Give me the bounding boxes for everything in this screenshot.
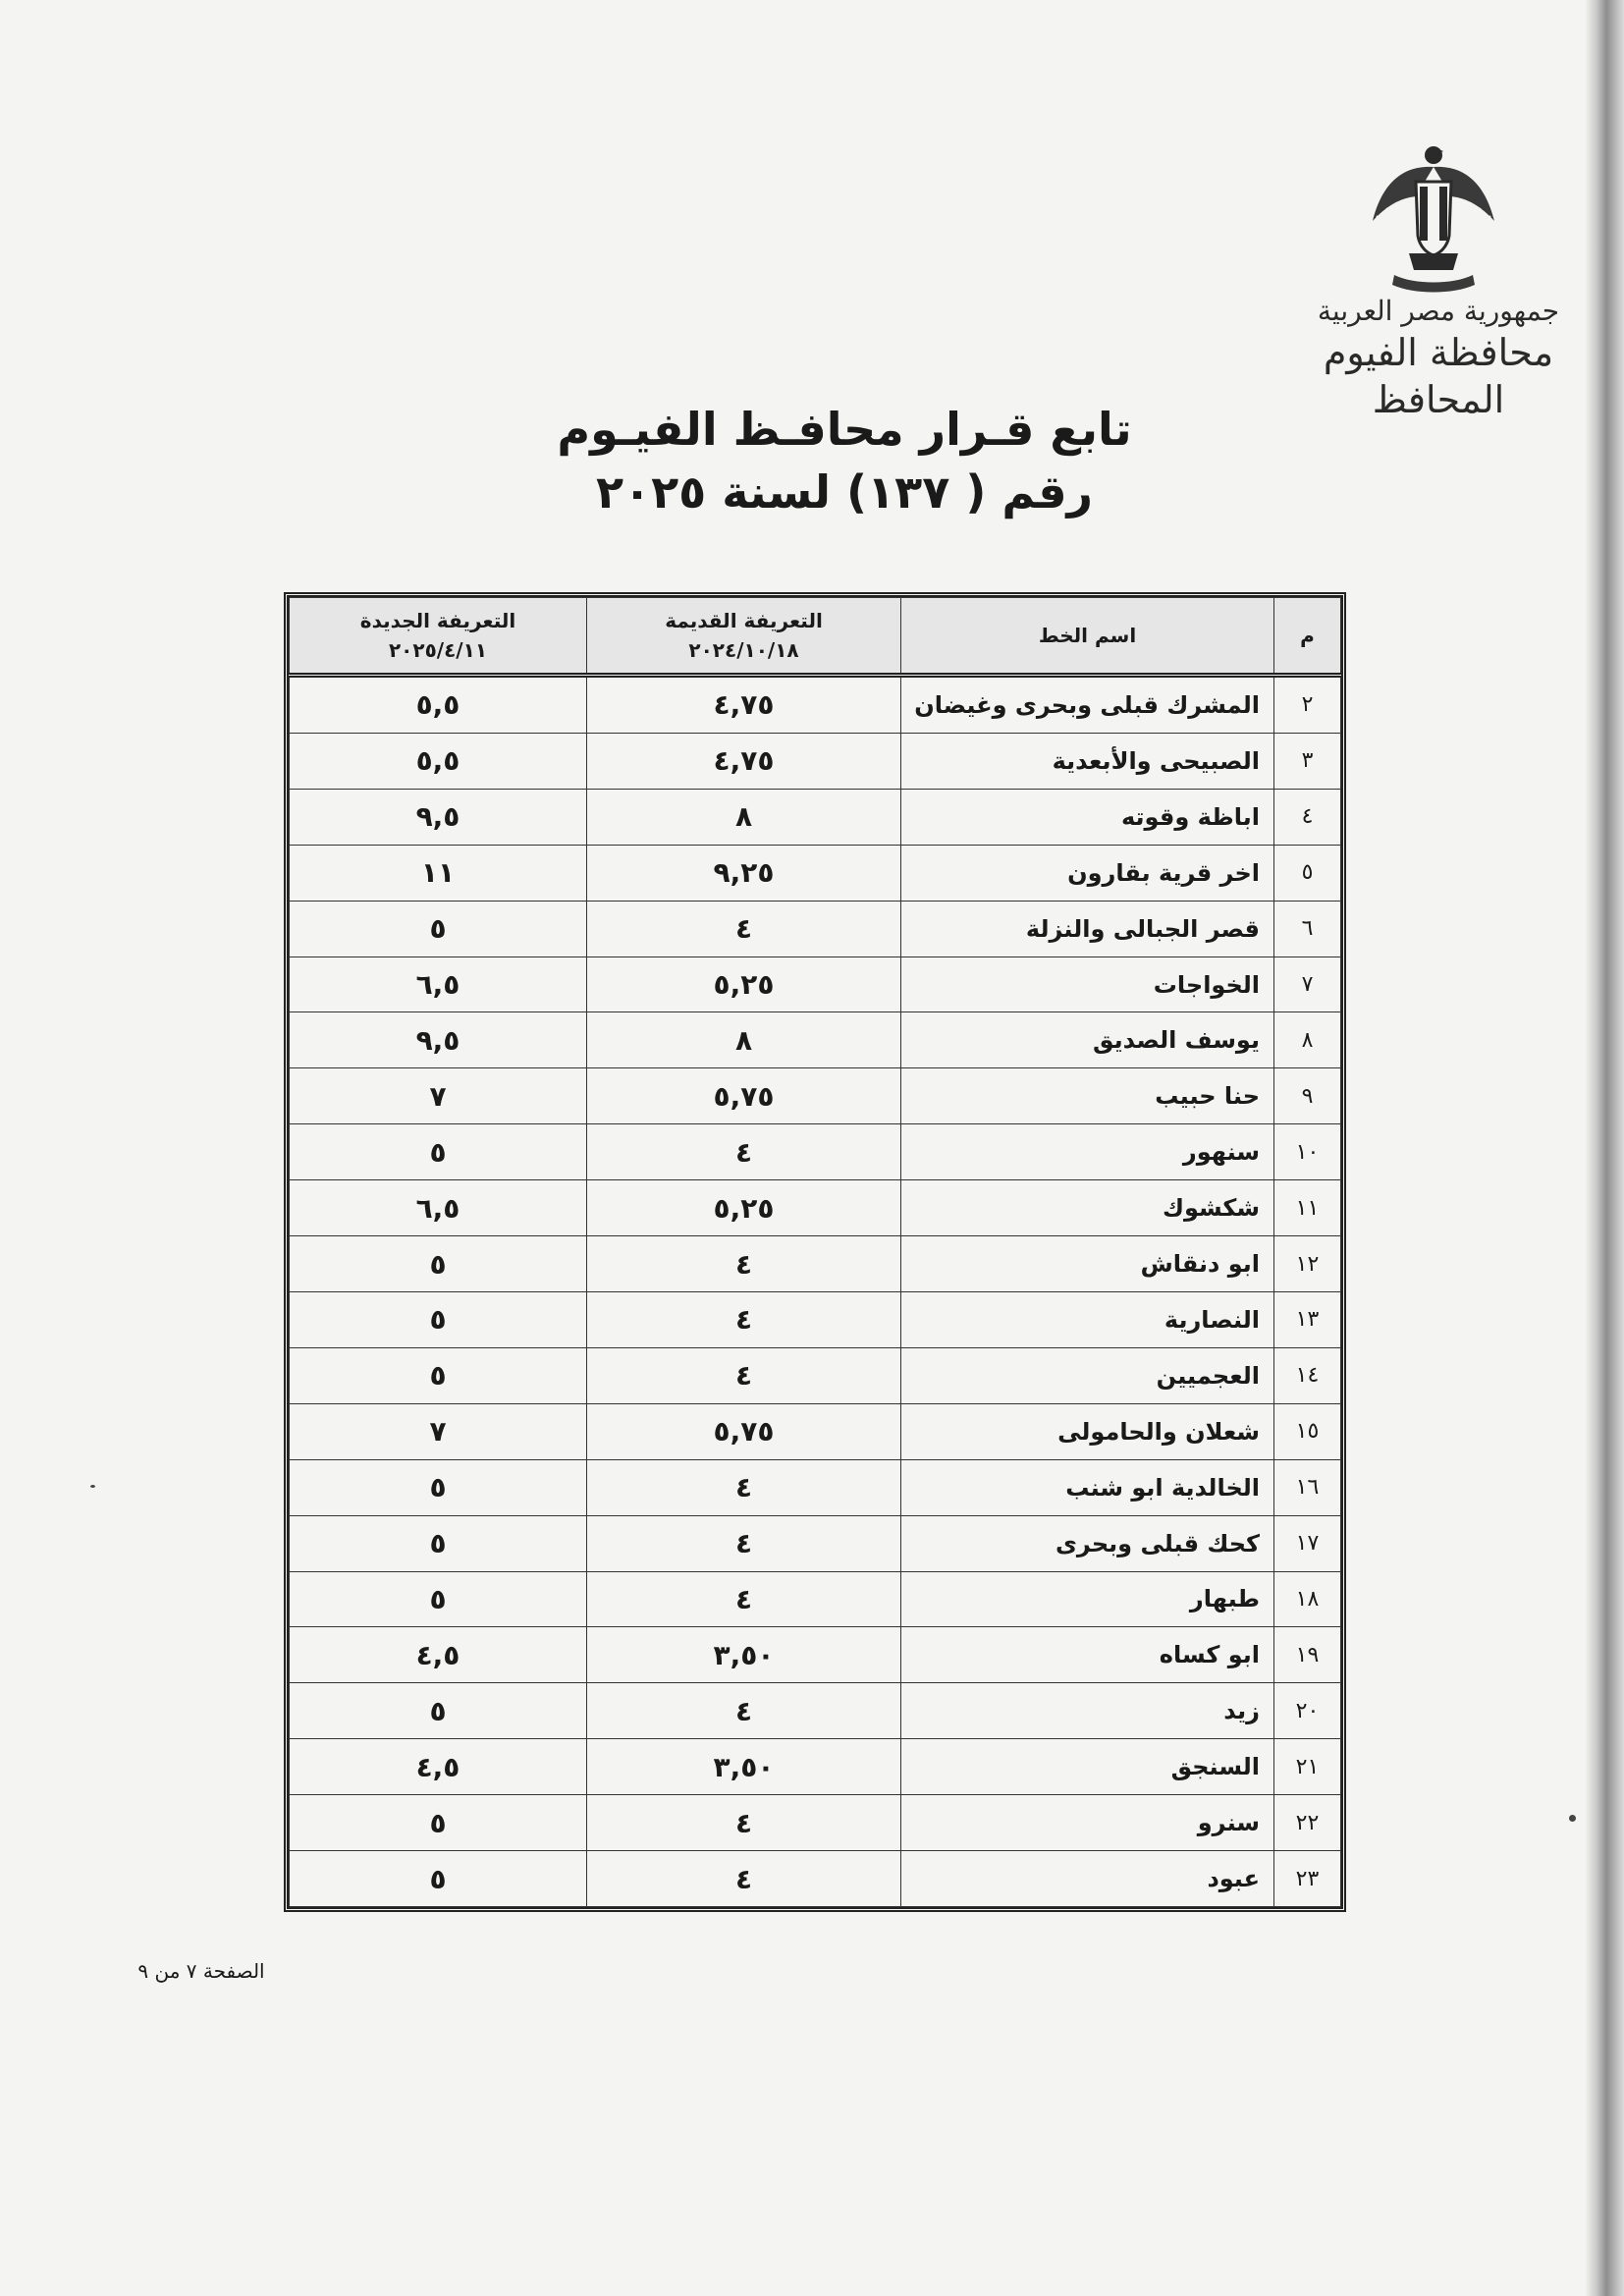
row-new-fare: ٥ [290,1347,587,1403]
row-old-fare: ٤ [587,1124,901,1180]
row-new-fare: ٥ [290,901,587,957]
row-old-fare: ٥,٢٥ [587,1180,901,1236]
row-old-fare: ٤ [587,1459,901,1515]
row-line-name: سنهور [901,1124,1274,1180]
table-row [290,901,1341,957]
row-number: ١٠ [1274,1124,1341,1180]
table-row [290,1739,1341,1795]
table-row [290,1292,1341,1348]
row-line-name: الخواجات [901,957,1274,1012]
row-new-fare: ٧ [290,1403,587,1459]
header-new-fare-label: التعريفة الجديدة [359,609,516,632]
row-old-fare: ٤ [587,1347,901,1403]
row-number: ١٣ [1274,1292,1341,1348]
row-old-fare: ٨ [587,1012,901,1068]
table-row [290,1851,1341,1907]
gov-line-governorate: محافظة الفيوم [1323,331,1554,374]
eagle-emblem-icon [1365,137,1502,300]
header-new-fare-date: ٢٠٢٥/٤/١١ [388,638,488,662]
row-old-fare: ٤ [587,1236,901,1292]
gov-line-governor: المحافظ [1372,378,1505,421]
row-number: ١٨ [1274,1571,1341,1627]
row-new-fare: ٥ [290,1683,587,1739]
row-line-name: قصر الجبالى والنزلة [901,901,1274,957]
row-new-fare: ٦,٥ [290,1180,587,1236]
row-number: ١٥ [1274,1403,1341,1459]
row-number: ٢ [1274,676,1341,734]
row-new-fare: ٥ [290,1571,587,1627]
fare-table [289,597,1341,1907]
row-number: ٢١ [1274,1739,1341,1795]
row-old-fare: ٤ [587,1515,901,1571]
decree-title [471,398,1218,523]
row-line-name: طبهار [901,1571,1274,1627]
row-number: ١١ [1274,1180,1341,1236]
row-new-fare: ٥,٥ [290,676,587,734]
row-new-fare: ٤,٥ [290,1739,587,1795]
row-new-fare: ٥ [290,1851,587,1907]
row-number: ١٤ [1274,1347,1341,1403]
row-line-name: ابو كساه [901,1627,1274,1683]
row-old-fare: ٤ [587,1851,901,1907]
scan-speck [1569,1815,1576,1822]
row-old-fare: ٣,٥٠ [587,1627,901,1683]
row-new-fare: ٦,٥ [290,957,587,1012]
row-new-fare: ٩,٥ [290,789,587,845]
row-number: ٦ [1274,901,1341,957]
header-old-fare-date: ٢٠٢٤/١٠/١٨ [688,638,799,662]
table-row [290,1124,1341,1180]
row-number: ٢٢ [1274,1795,1341,1851]
row-number: ٢٠ [1274,1683,1341,1739]
row-new-fare: ٥ [290,1515,587,1571]
header-old-fare [587,598,901,676]
table-row [290,1627,1341,1683]
row-new-fare: ٥ [290,1124,587,1180]
row-new-fare: ٥ [290,1236,587,1292]
row-number: ٨ [1274,1012,1341,1068]
table-row [290,1683,1341,1739]
table-row [290,1403,1341,1459]
row-line-name: عبود [901,1851,1274,1907]
row-old-fare: ٤ [587,901,901,957]
row-old-fare: ٨ [587,789,901,845]
row-old-fare: ٤ [587,1292,901,1348]
row-number: ٤ [1274,789,1341,845]
scan-edge [1585,0,1624,2296]
table-row [290,1068,1341,1124]
table-row [290,957,1341,1012]
row-line-name: اباظة وقوته [901,789,1274,845]
row-number: ٣ [1274,733,1341,789]
table-row [290,845,1341,901]
table-row [290,1236,1341,1292]
row-number: ٩ [1274,1068,1341,1124]
row-new-fare: ٧ [290,1068,587,1124]
table-row [290,789,1341,845]
title-line2: رقم ( ١٣٧) لسنة ٢٠٢٥ [595,465,1094,519]
title-line1: تابع قـرار محافـظ الفيـوم [557,403,1132,456]
row-new-fare: ٥ [290,1795,587,1851]
row-line-name: الخالدية ابو شنب [901,1459,1274,1515]
row-old-fare: ٥,٢٥ [587,957,901,1012]
table-row [290,1795,1341,1851]
fare-table-frame [284,592,1346,1912]
table-row [290,1515,1341,1571]
row-line-name: يوسف الصديق [901,1012,1274,1068]
table-row [290,1180,1341,1236]
row-old-fare: ٥,٧٥ [587,1068,901,1124]
row-new-fare: ٥ [290,1292,587,1348]
row-old-fare: ٤,٧٥ [587,733,901,789]
row-line-name: النصارية [901,1292,1274,1348]
header-new-fare [290,598,587,676]
row-number: ١٧ [1274,1515,1341,1571]
table-row [290,1012,1341,1068]
table-header-row [290,598,1341,676]
table-row [290,676,1341,734]
row-line-name: الصبيحى والأبعدية [901,733,1274,789]
row-old-fare: ٤ [587,1571,901,1627]
row-line-name: السنجق [901,1739,1274,1795]
row-line-name: زيد [901,1683,1274,1739]
row-new-fare: ٥,٥ [290,733,587,789]
row-old-fare: ٤ [587,1795,901,1851]
governorate-header [1316,295,1561,421]
row-line-name: العجميين [901,1347,1274,1403]
row-old-fare: ٩,٢٥ [587,845,901,901]
header-old-fare-label: التعريفة القديمة [665,609,823,632]
table-row [290,1571,1341,1627]
row-new-fare: ١١ [290,845,587,901]
row-line-name: ابو دنقاش [901,1236,1274,1292]
row-line-name: المشرك قبلى وبحرى وغيضان [901,676,1274,734]
row-number: ٧ [1274,957,1341,1012]
table-row [290,1459,1341,1515]
row-old-fare: ٣,٥٠ [587,1739,901,1795]
row-number: ٢٣ [1274,1851,1341,1907]
table-row [290,1347,1341,1403]
row-line-name: سنرو [901,1795,1274,1851]
row-line-name: شكشوك [901,1180,1274,1236]
table-row [290,733,1341,789]
row-old-fare: ٥,٧٥ [587,1403,901,1459]
row-line-name: حنا حبيب [901,1068,1274,1124]
row-number: ١٦ [1274,1459,1341,1515]
row-number: ٥ [1274,845,1341,901]
header-num: م [1274,598,1341,676]
row-new-fare: ٥ [290,1459,587,1515]
row-number: ١٢ [1274,1236,1341,1292]
row-old-fare: ٤ [587,1683,901,1739]
page-number: الصفحة ٧ من ٩ [137,1959,265,1983]
row-number: ١٩ [1274,1627,1341,1683]
row-old-fare: ٤,٧٥ [587,676,901,734]
row-line-name: كحك قبلى وبحرى [901,1515,1274,1571]
row-new-fare: ٩,٥ [290,1012,587,1068]
gov-line-republic: جمهورية مصر العربية [1317,295,1560,327]
scan-speck [90,1485,95,1488]
header-line-name: اسم الخط [901,598,1274,676]
row-line-name: اخر قرية بقارون [901,845,1274,901]
row-new-fare: ٤,٥ [290,1627,587,1683]
row-line-name: شعلان والحامولى [901,1403,1274,1459]
